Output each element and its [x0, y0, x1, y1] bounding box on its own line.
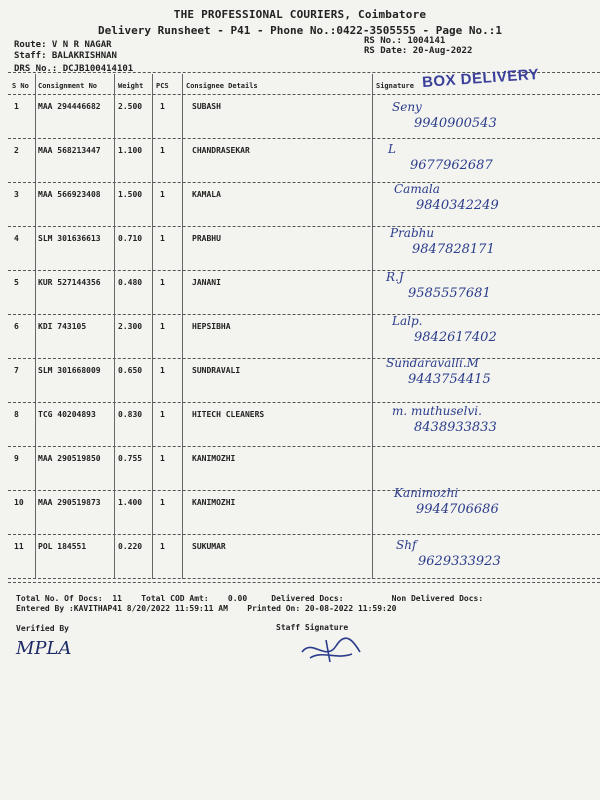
row-signature-name: m. muthuselvi. — [392, 404, 482, 418]
staff-label: Staff: BALAKRISHNAN — [14, 51, 117, 61]
drs-label: DRS No.: DCJB100414101 — [14, 64, 134, 74]
row-signature-name: R.J — [386, 270, 404, 284]
row-signature-name: Sundaravalli.M — [386, 356, 479, 370]
row-consignee: KANIMOZHI — [192, 498, 236, 507]
row-signature-phone: 9443754415 — [408, 372, 491, 387]
row-pcs: 1 — [160, 146, 165, 155]
row-divider — [8, 270, 600, 271]
header-bottom-rule — [8, 94, 600, 95]
footer-rule — [8, 582, 600, 583]
row-weight: 0.480 — [118, 278, 143, 287]
row-sno: 11 — [14, 542, 24, 551]
row-weight: 0.710 — [118, 234, 143, 243]
verified-by-label: Verified By — [16, 624, 69, 633]
row-consignment: MAA 568213447 — [38, 146, 101, 155]
row-signature-phone: 9629333923 — [418, 554, 501, 569]
entered-line: Entered By :KAVITHAP41 8/20/2022 11:59:11 AM Printed On: 20-08-2022 11:59:20 — [16, 604, 397, 613]
row-consignment: MAA 294446682 — [38, 102, 101, 111]
row-sno: 10 — [14, 498, 24, 507]
row-pcs: 1 — [160, 234, 165, 243]
row-weight: 1.100 — [118, 146, 143, 155]
row-divider — [8, 138, 600, 139]
row-signature-phone: 9940900543 — [414, 116, 497, 131]
row-weight: 1.400 — [118, 498, 143, 507]
row-divider — [8, 446, 600, 447]
row-consignee: SUBASH — [192, 102, 221, 111]
row-consignment: SLM 301668009 — [38, 366, 101, 375]
row-signature-phone: 9677962687 — [410, 158, 493, 173]
row-divider — [8, 578, 600, 579]
row-sno: 3 — [14, 190, 19, 199]
row-consignment: POL 184551 — [38, 542, 87, 551]
col-weight: Weight — [118, 82, 144, 90]
staff-signature-scribble — [296, 632, 366, 668]
row-consignee: HITECH CLEANERS — [192, 410, 265, 419]
row-divider — [8, 402, 600, 403]
col-divider — [114, 74, 115, 579]
row-pcs: 1 — [160, 410, 165, 419]
row-sno: 8 — [14, 410, 19, 419]
row-weight: 2.300 — [118, 322, 143, 331]
row-signature-phone: 9944706686 — [416, 502, 499, 517]
row-signature-name: Kanimozhi — [394, 486, 459, 500]
row-pcs: 1 — [160, 366, 165, 375]
col-divider — [372, 74, 373, 579]
row-weight: 0.650 — [118, 366, 143, 375]
row-weight: 2.500 — [118, 102, 143, 111]
row-consignee: KANIMOZHI — [192, 454, 236, 463]
row-consignee: CHANDRASEKAR — [192, 146, 250, 155]
col-consignee: Consignee Details — [186, 82, 258, 90]
runsheet-subtitle: Delivery Runsheet - P41 - Phone No.:0422-3505555 - Page No.:1 — [98, 24, 502, 37]
row-consignment: KUR 527144356 — [38, 278, 101, 287]
row-signature-name: L — [388, 142, 396, 156]
row-pcs: 1 — [160, 454, 165, 463]
row-consignee: JANANI — [192, 278, 221, 287]
col-divider — [152, 74, 153, 579]
row-pcs: 1 — [160, 190, 165, 199]
row-signature-phone: 9847828171 — [412, 242, 495, 257]
rs-number: RS No.: 1004141 — [364, 36, 446, 46]
col-sno: S No — [12, 82, 29, 90]
row-weight: 0.830 — [118, 410, 143, 419]
row-consignment: MAA 566923408 — [38, 190, 101, 199]
col-signature: Signature — [376, 82, 414, 90]
row-consignment: KDI 743105 — [38, 322, 87, 331]
row-consignee: HEPSIBHA — [192, 322, 231, 331]
totals-line: Total No. Of Docs: 11 Total COD Amt: 0.00 Delivered Docs: Non Delivered Docs: — [16, 594, 484, 603]
box-delivery-stamp: BOX DELIVERY — [421, 65, 540, 92]
row-consignee: PRABHU — [192, 234, 221, 243]
row-divider — [8, 490, 600, 491]
row-sno: 5 — [14, 278, 19, 287]
row-signature-phone: 9585557681 — [408, 286, 491, 301]
row-sno: 6 — [14, 322, 19, 331]
row-consignment: MAA 290519850 — [38, 454, 101, 463]
row-weight: 0.755 — [118, 454, 143, 463]
rs-date: RS Date: 20-Aug-2022 — [364, 46, 473, 56]
row-divider — [8, 314, 600, 315]
col-consignment: Consignment No — [38, 82, 98, 90]
row-signature-phone: 9840342249 — [416, 198, 499, 213]
row-signature-name: Lalp. — [392, 314, 423, 328]
company-title: THE PROFESSIONAL COURIERS, Coimbatore — [173, 8, 427, 21]
row-pcs: 1 — [160, 498, 165, 507]
row-sno: 4 — [14, 234, 19, 243]
verified-signature: MPLA — [16, 638, 72, 659]
row-consignment: TCG 40204893 — [38, 410, 96, 419]
row-divider — [8, 358, 600, 359]
row-consignee: SUKUMAR — [192, 542, 226, 551]
row-signature-name: Shf — [396, 538, 417, 552]
row-signature-phone: 8438933833 — [414, 420, 497, 435]
row-pcs: 1 — [160, 102, 165, 111]
row-signature-name: Camala — [394, 182, 440, 196]
row-divider — [8, 226, 600, 227]
row-weight: 0.220 — [118, 542, 143, 551]
row-pcs: 1 — [160, 278, 165, 287]
row-consignment: MAA 290519873 — [38, 498, 101, 507]
row-divider — [8, 182, 600, 183]
col-pcs: PCS — [156, 82, 169, 90]
row-consignment: SLM 301636613 — [38, 234, 101, 243]
col-divider — [35, 74, 36, 579]
staff-signature-label: Staff Signature — [276, 623, 349, 632]
row-weight: 1.500 — [118, 190, 143, 199]
row-consignee: SUNDRAVALI — [192, 366, 241, 375]
row-signature-phone: 9842617402 — [414, 330, 497, 345]
route-label: Route: V N R NAGAR — [14, 40, 112, 50]
row-signature-name: Prabhu — [390, 226, 435, 240]
row-pcs: 1 — [160, 542, 165, 551]
row-consignee: KAMALA — [192, 190, 221, 199]
row-sno: 9 — [14, 454, 19, 463]
row-divider — [8, 534, 600, 535]
col-divider — [182, 74, 183, 579]
row-pcs: 1 — [160, 322, 165, 331]
row-signature-name: Seny — [392, 100, 422, 114]
row-sno: 2 — [14, 146, 19, 155]
row-sno: 1 — [14, 102, 19, 111]
row-sno: 7 — [14, 366, 19, 375]
